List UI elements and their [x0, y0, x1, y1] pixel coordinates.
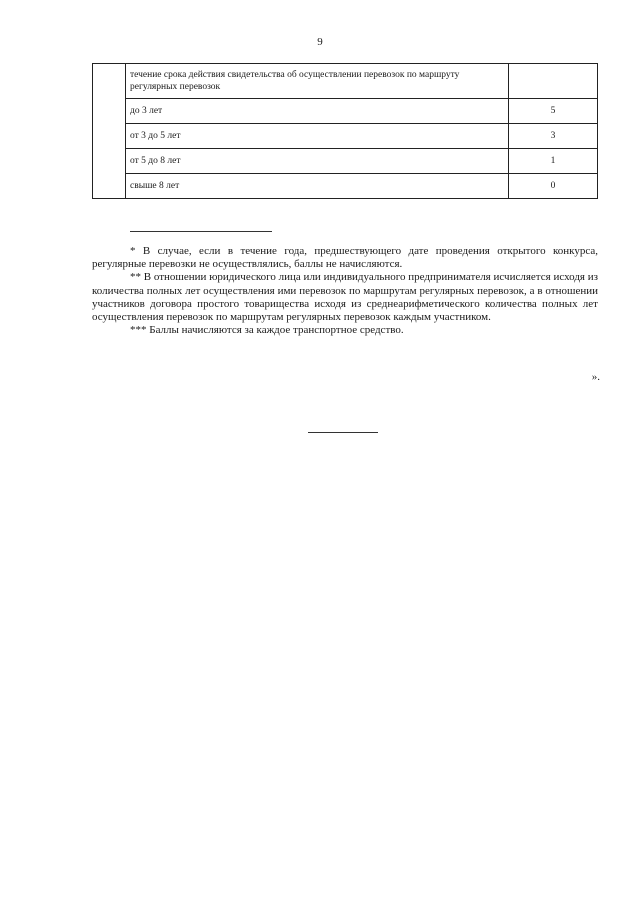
footnote-1: * В случае, если в течение года, предшествующего дате проведения открытого конкурса, регулярные перевозки не осуществлялись, баллы не начисляются.: [92, 245, 598, 271]
score-cell: 0: [509, 174, 598, 199]
table-row: [93, 99, 598, 124]
criterion-label-cell: от 3 до 5 лет: [126, 124, 509, 149]
table-row: [93, 174, 598, 199]
page-number: 9: [317, 36, 323, 48]
score-cell: 5: [509, 99, 598, 124]
closing-quote: ».: [591, 371, 600, 383]
footnote-2: ** В отношении юридического лица или индивидуального предпринимателя исчисляется исходя из количества полных лет осуществления ими перевозок по маршрутам регулярных перевозок, а в отношении участников договора простого товарищества исходя из среднеарифметического количества полных лет осуществления перевозок по маршрутам регулярных перевозок каждым участником.: [92, 271, 598, 324]
table-row: [93, 149, 598, 174]
score-cell: 3: [509, 124, 598, 149]
number-cell: [93, 64, 126, 199]
criterion-label-cell: от 5 до 8 лет: [126, 149, 509, 174]
table-row: [93, 64, 598, 99]
criterion-label-cell: свыше 8 лет: [126, 174, 509, 199]
table-row: [93, 124, 598, 149]
footnote-separator: [130, 231, 272, 232]
criterion-description-cell: течение срока действия свидетельства об осуществлении перевозок по маршруту регулярных перевозок: [126, 64, 509, 99]
footnote-3: *** Баллы начисляются за каждое транспортное средство.: [130, 324, 404, 337]
footnotes-section: [92, 245, 598, 337]
score-cell: 1: [509, 149, 598, 174]
end-of-document-line: [308, 432, 378, 433]
criteria-table: [92, 63, 598, 199]
criterion-label-cell: до 3 лет: [126, 99, 509, 124]
score-header-cell: [509, 64, 598, 99]
